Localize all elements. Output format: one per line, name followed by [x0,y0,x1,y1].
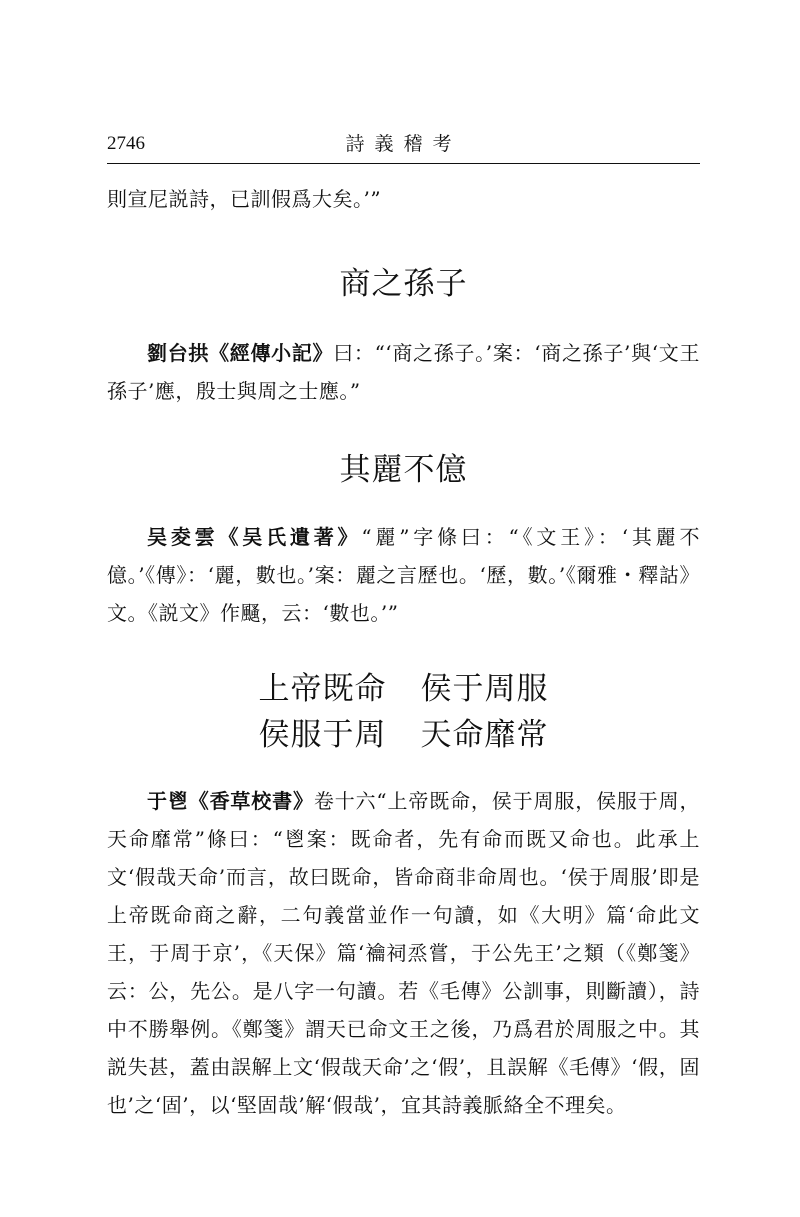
section-1-text: 曰：“‘商之孫子。’案：‘商之孫子’與‘文王孫子’應，殷士與周之士應。” [107,341,700,403]
section-2-source: 吴夌雲《吴氏遺著》 [147,525,362,549]
opening-paragraph: 則宣尼説詩，已訓假爲大矣。’” [107,187,382,211]
page-header [107,131,700,161]
section-1-source: 劉台拱《經傳小記》 [147,341,334,365]
header-rule [107,163,700,164]
section-2-text: “麗”字條曰：“《文王》：‘其麗不億。’《傳》：‘麗，數也。’案：麗之言歷也。‘歷，數。’《爾雅・釋詁》文。《説文》作颾，云：‘數也。’” [107,525,701,625]
section-3-paragraph [107,782,700,1124]
section-heading-1: 商之孫子 [339,266,468,302]
heading-phrase: 天命靡常 [420,717,549,753]
section-heading-3-line-1 [107,666,700,712]
page-number: 2746 [107,133,145,154]
heading-phrase: 上帝既命 [258,671,387,707]
section-3-source: 于鬯《香草校書》 [147,789,314,813]
section-3-text: 卷十六“上帝既命，侯于周服，侯服于周，天命靡常”條曰：“鬯案：既命者，先有命而既又命也。此承上文‘假哉天命’而言，故曰既命，皆命商非命周也。‘侯于周服’即是上帝既命商之辭，二句義當並作一句讀，如《大明》篇‘命此文王，于周于京’，《天保》篇‘禴祠烝嘗，于公先王’之類（《鄭箋》云：公，先公。是八字一句讀。若《毛傳》公訓事，則斷讀），詩中不勝舉例。《鄭箋》謂天已命文王之後，乃爲君於周服之中。其説失甚，蓋由誤解上文‘假哉天命’之‘假’，且誤解《毛傳》‘假，固也’之‘固’，以‘堅固哉’解‘假哉’，宜其詩義脈絡全不理矣。 [107,789,700,1117]
running-title: 詩義稽考 [345,133,462,155]
heading-phrase: 侯于周服 [420,671,549,707]
section-1-paragraph [107,334,700,410]
section-heading-3 [107,666,700,758]
section-heading-2: 其麗不億 [339,452,468,488]
section-2-paragraph [107,518,700,632]
page-content [107,180,700,1124]
heading-phrase: 侯服于周 [258,717,387,753]
section-heading-3-line-2 [107,712,700,758]
